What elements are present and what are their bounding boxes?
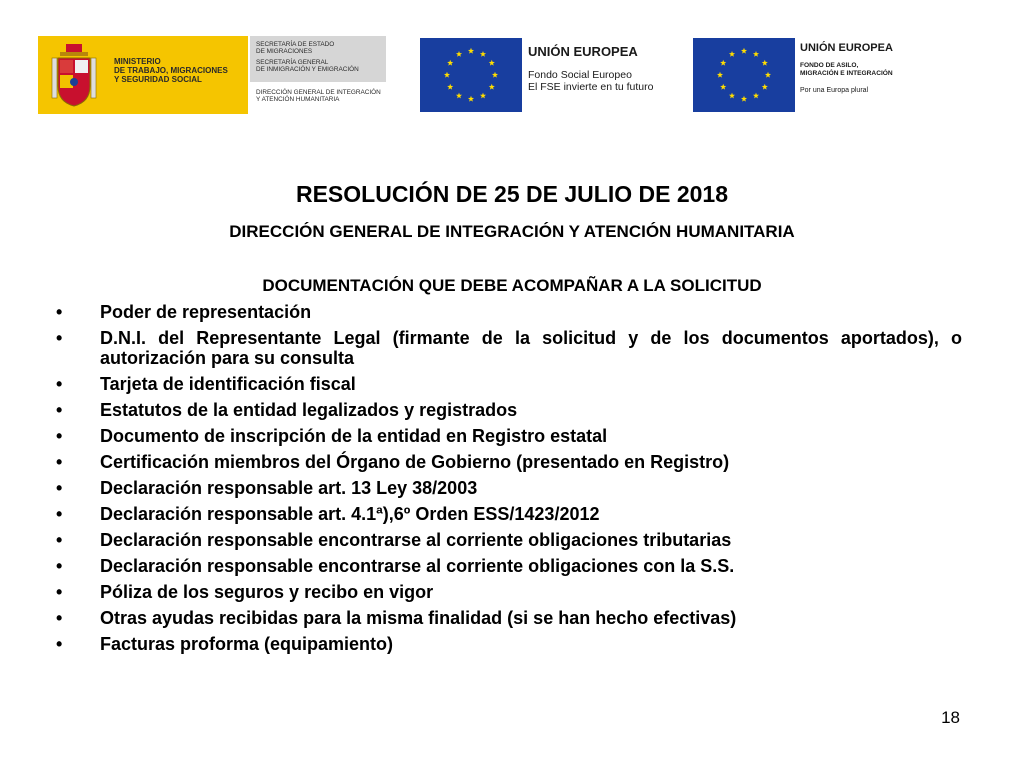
- star-icon: [717, 72, 723, 78]
- list-item: [56, 504, 962, 524]
- list-item: [56, 374, 962, 394]
- list-item: [56, 302, 962, 322]
- list-item-text: Certificación miembros del Órgano de Gobierno (presentado en Registro): [100, 452, 730, 472]
- star-icon: [468, 48, 474, 54]
- star-icon: [741, 96, 747, 102]
- eu-flag-icon: [420, 38, 522, 112]
- list-item: [56, 452, 962, 472]
- star-icon: [741, 48, 747, 54]
- bullet-icon: •: [56, 634, 63, 654]
- ministerio-line: DE TRABAJO, MIGRACIONES: [114, 66, 228, 75]
- star-icon: [729, 51, 735, 57]
- list-item-text: Tarjeta de identificación fiscal: [100, 374, 356, 394]
- eu-fse-title: UNIÓN EUROPEA: [528, 44, 638, 59]
- page-number: 18: [941, 708, 960, 727]
- star-icon: [492, 72, 498, 78]
- list-item: [56, 608, 962, 628]
- bullet-icon: •: [56, 328, 63, 348]
- star-icon: [753, 93, 759, 99]
- bullet-icon: •: [56, 582, 63, 602]
- star-icon: [456, 51, 462, 57]
- coat-of-arms-icon: [50, 42, 98, 108]
- list-item-text: Declaración responsable encontrarse al corriente obligaciones tributarias: [100, 530, 732, 550]
- bullet-icon: •: [56, 452, 63, 472]
- star-icon: [447, 84, 453, 90]
- secretaria-logo: [250, 36, 386, 114]
- list-item-text: Declaración responsable encontrarse al corriente obligaciones con la S.S.: [100, 556, 735, 576]
- eu-fami-line: MIGRACIÓN E INTEGRACIÓN: [800, 70, 893, 77]
- star-icon: [753, 51, 759, 57]
- star-icon: [762, 84, 768, 90]
- list-item: [56, 634, 962, 654]
- star-icon: [720, 84, 726, 90]
- documentation-list: [56, 302, 962, 660]
- document-title: RESOLUCIÓN DE 25 DE JULIO DE 2018: [295, 181, 728, 207]
- star-icon: [447, 60, 453, 66]
- star-icon: [480, 93, 486, 99]
- star-icon: [489, 60, 495, 66]
- list-item: [56, 400, 962, 420]
- bullet-icon: •: [56, 530, 63, 550]
- eu-stars-icon: [693, 38, 795, 112]
- ministerio-line: MINISTERIO: [114, 57, 161, 66]
- star-icon: [468, 96, 474, 102]
- bullet-icon: •: [56, 374, 63, 394]
- bullet-icon: •: [56, 400, 63, 420]
- list-item: [56, 530, 962, 550]
- star-icon: [720, 60, 726, 66]
- eu-fami-slogan: Por una Europa plural: [800, 87, 869, 94]
- document-subtitle: DIRECCIÓN GENERAL DE INTEGRACIÓN Y ATENCIÓN HUMANITARIA: [229, 222, 795, 241]
- star-icon: [765, 72, 771, 78]
- list-item-text: D.N.I. del Representante Legal (firmante de la solicitud y de los documentos aportados), o autorización para su consulta: [100, 328, 962, 368]
- eu-fse-logo: [528, 44, 678, 93]
- eu-fami-logo: [800, 42, 950, 94]
- star-icon: [489, 84, 495, 90]
- secretaria-line: Y ATENCIÓN HUMANITARIA: [256, 96, 340, 103]
- list-item-text: Póliza de los seguros y recibo en vigor: [100, 582, 434, 602]
- star-icon: [480, 51, 486, 57]
- list-item-text: Estatutos de la entidad legalizados y registrados: [100, 400, 518, 420]
- list-item-text: Declaración responsable art. 4.1ª),6º Orden ESS/1423/2012: [100, 504, 600, 524]
- bullet-icon: •: [56, 302, 63, 322]
- list-item-text: Facturas proforma (equipamiento): [100, 634, 394, 654]
- secretaria-line: SECRETARÍA GENERAL: [256, 59, 329, 66]
- list-item: [56, 556, 962, 576]
- bullet-icon: •: [56, 556, 63, 576]
- list-item: [56, 478, 962, 498]
- secretaria-line: DE INMIGRACIÓN Y EMIGRACIÓN: [256, 66, 359, 73]
- ministerio-name: [114, 57, 228, 84]
- logo-bar: [38, 36, 998, 116]
- star-icon: [456, 93, 462, 99]
- list-item-text: Documento de inscripción de la entidad en Registro estatal: [100, 426, 608, 446]
- star-icon: [729, 93, 735, 99]
- secretaria-line: SECRETARÍA DE ESTADO: [256, 41, 335, 48]
- eu-fse-line: Fondo Social Europeo: [528, 69, 632, 81]
- bullet-icon: •: [56, 478, 63, 498]
- list-item-text: Otras ayudas recibidas para la misma finalidad (si se han hecho efectivas): [100, 608, 737, 628]
- list-item: [56, 582, 962, 602]
- secretaria-line: DIRECCIÓN GENERAL DE INTEGRACIÓN: [256, 89, 381, 96]
- ministerio-logo: [38, 36, 248, 114]
- eu-flag-icon: [693, 38, 795, 112]
- bullet-icon: •: [56, 504, 63, 524]
- secretaria-line: DE MIGRACIONES: [256, 48, 313, 55]
- eu-fse-line: El FSE invierte en tu futuro: [528, 81, 654, 93]
- section-heading: DOCUMENTACIÓN QUE DEBE ACOMPAÑAR A LA SOLICITUD: [262, 276, 762, 295]
- eu-fami-title: UNIÓN EUROPEA: [800, 42, 893, 54]
- list-item: [56, 328, 962, 368]
- star-icon: [444, 72, 450, 78]
- bullet-icon: •: [56, 608, 63, 628]
- list-item-text: Declaración responsable art. 13 Ley 38/2003: [100, 478, 478, 498]
- star-icon: [762, 60, 768, 66]
- eu-stars-icon: [420, 38, 522, 112]
- eu-fami-line: FONDO DE ASILO,: [800, 62, 859, 69]
- bullet-icon: •: [56, 426, 63, 446]
- list-item-text: Poder de representación: [100, 302, 312, 322]
- ministerio-line: Y SEGURIDAD SOCIAL: [114, 75, 202, 84]
- list-item: [56, 426, 962, 446]
